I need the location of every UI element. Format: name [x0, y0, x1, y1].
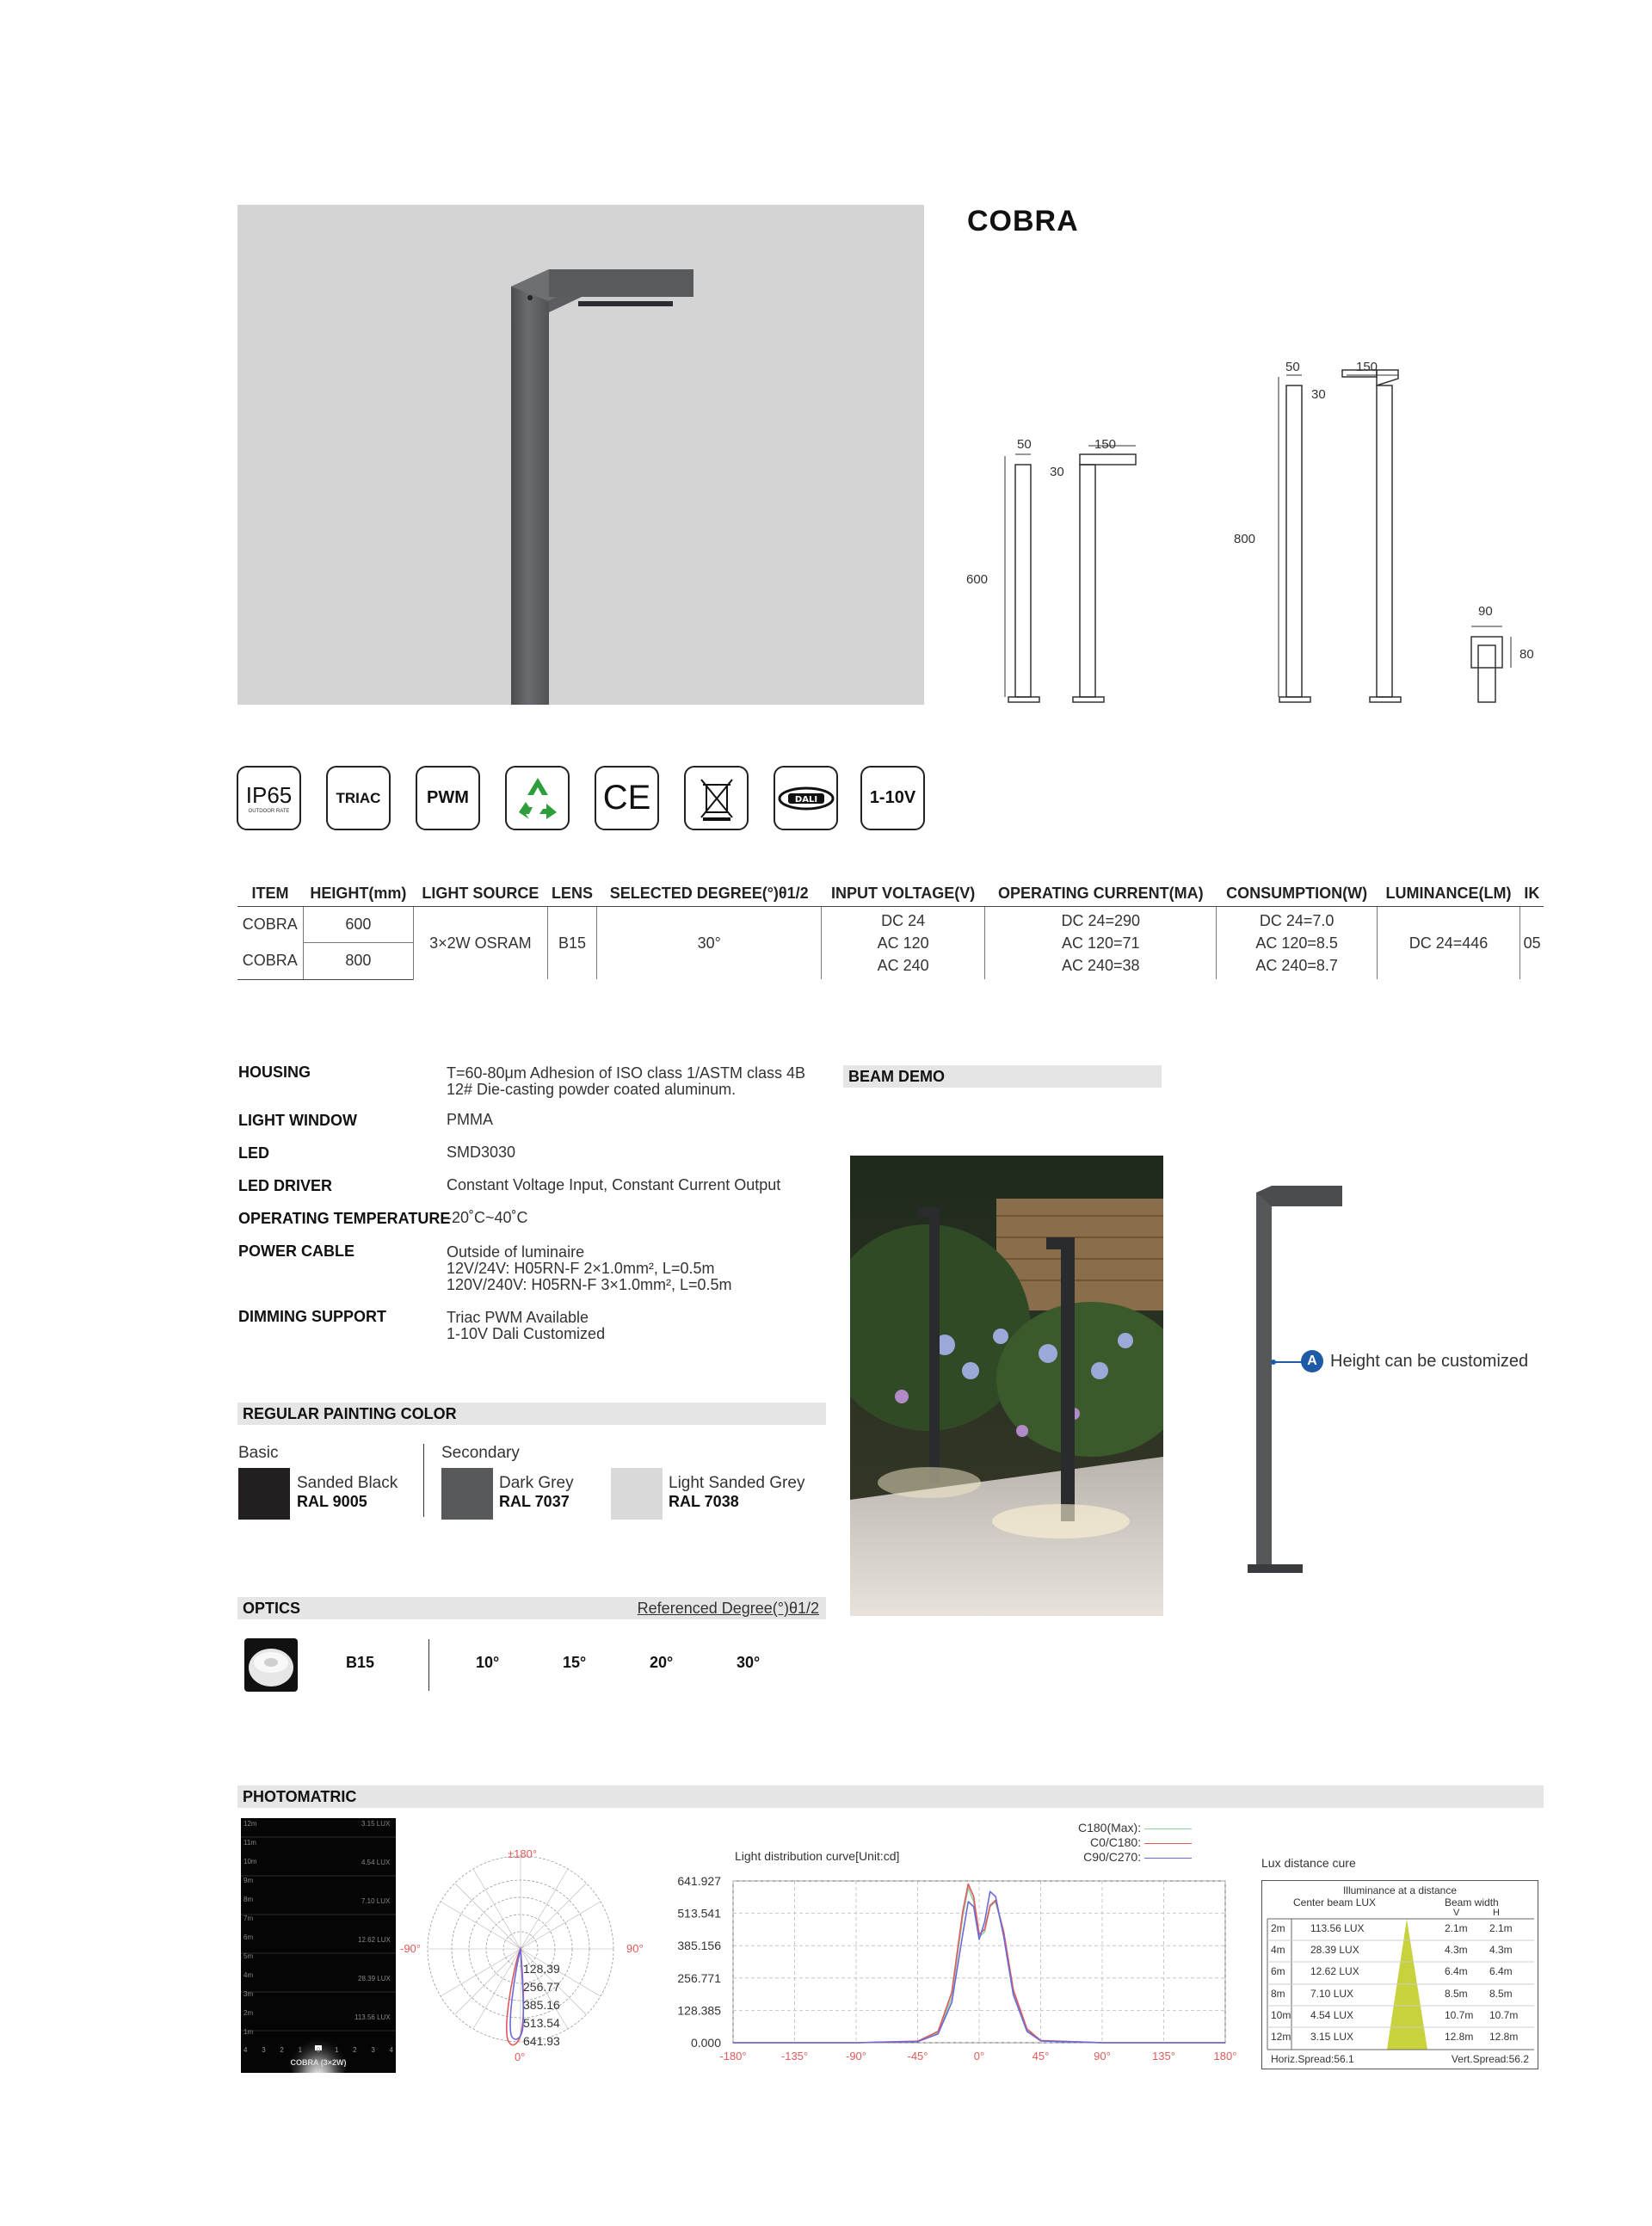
painting-header: REGULAR PAINTING COLOR [237, 1403, 826, 1425]
swatch-name: Sanded Black [297, 1474, 398, 1492]
lux-horiz: Horiz.Spread:56.1 [1271, 2053, 1354, 2065]
lux-cell-v: 2.1m [1445, 1922, 1468, 1934]
power-cable-value: Outside of luminaire 12V/24V: H05RN-F 2×1.0mm², L=0.5m 120V/240V: H05RN-F 3×1.0mm², L=0.5m [447, 1243, 732, 1293]
lux-cell-d: 6m [1271, 1965, 1285, 1977]
x-tick-label: 135° [1152, 2050, 1175, 2063]
col-luminance: LUMINANCE(LM) [1377, 881, 1519, 907]
polar-ring: 513.54 [523, 2016, 560, 2030]
dim-section-width: 90 [1478, 604, 1493, 619]
col-item: ITEM [237, 881, 303, 907]
lux-table [1261, 1880, 1538, 2069]
1-10v-icon: 1-10V [860, 766, 925, 830]
iso-row: 1m [243, 2028, 254, 2036]
x-tick-label: -45° [907, 2050, 928, 2063]
polar-ring: 128.39 [523, 1962, 560, 1976]
iso-caption: COBRA (3×2W) [290, 2058, 347, 2067]
lux-cell-lux: 113.56 LUX [1310, 1922, 1365, 1934]
legend-entry: C180(Max): [1077, 1821, 1142, 1834]
degree-option: 30° [737, 1654, 761, 1671]
col-current: OPERATING CURRENT(MA) [985, 881, 1217, 907]
lux-cell-h: 4.3m [1489, 1944, 1513, 1956]
degree-option: 20° [650, 1654, 674, 1671]
optics-header [237, 1597, 826, 1619]
lux-cell-h: 12.8m [1489, 2031, 1519, 2043]
led-driver-value: Constant Voltage Input, Constant Current Output [447, 1176, 781, 1193]
chart-legend [1054, 1821, 1192, 1865]
lux-col-v: V [1453, 1908, 1460, 1918]
swatch-dark-grey [441, 1468, 493, 1520]
lux-col-beam: Beam width [1445, 1896, 1499, 1908]
lux-vert: Vert.Spread:56.2 [1451, 2053, 1529, 2065]
lux-cell-d: 12m [1271, 2031, 1291, 2043]
cell-ik: 05 [1520, 907, 1544, 980]
col-consumption: CONSUMPTION(W) [1217, 881, 1377, 907]
dim-large-arm-width: 150 [1356, 360, 1378, 374]
iso-row: 12m [243, 1820, 257, 1828]
beam-demo-header: BEAM DEMO [843, 1065, 1162, 1088]
col-voltage: INPUT VOLTAGE(V) [822, 881, 985, 907]
dim-small-top-width: 50 [1017, 437, 1032, 452]
swatch-code: RAL 7037 [499, 1493, 570, 1510]
col-ik: IK [1520, 881, 1544, 907]
x-tick-label: -90° [846, 2050, 866, 2063]
lux-cell-d: 4m [1271, 1944, 1285, 1956]
polar-right-label: 90° [626, 1942, 644, 1955]
cell-item: COBRA [237, 943, 303, 979]
secondary-label: Secondary [441, 1444, 520, 1462]
recycle-icon [505, 766, 570, 830]
polar-ring: 641.93 [523, 2034, 560, 2048]
lux-cell-d: 10m [1271, 2009, 1291, 2021]
legend-entry: C90/C270: [1083, 1850, 1142, 1864]
dali-icon [774, 766, 838, 830]
dimming-label: DIMMING SUPPORT [238, 1308, 387, 1325]
light-distribution-chart [654, 1867, 1239, 2074]
ip65-icon: IP65 OUTDOOR RATE [237, 766, 301, 830]
power-cable-label: POWER CABLE [238, 1242, 354, 1260]
cell-current: DC 24=290 AC 120=71 AC 240=38 [985, 907, 1217, 980]
iso-row: 4m [243, 1971, 254, 1979]
swatch-light-sanded-grey [611, 1468, 663, 1520]
lens-thumbnail [244, 1638, 298, 1692]
lux-col-center: Center beam LUX [1293, 1896, 1377, 1908]
cell-voltage: DC 24 AC 120 AC 240 [822, 907, 985, 980]
lux-cell-lux: 12.62 LUX [1310, 1965, 1359, 1977]
polar-top-label: ±180° [508, 1847, 538, 1860]
y-tick-label: 641.927 [677, 1874, 721, 1888]
light-window-label: LIGHT WINDOW [238, 1112, 357, 1129]
dim-large-top-width: 50 [1285, 360, 1300, 374]
led-driver-label: LED DRIVER [238, 1177, 333, 1194]
cell-height: 600 [303, 907, 414, 943]
beam-demo-photo [850, 1156, 1163, 1616]
product-photo [237, 205, 924, 705]
iso-lux: 28.39 LUX [358, 1975, 391, 1982]
led-value: SMD3030 [447, 1144, 516, 1161]
swatch-name: Light Sanded Grey [669, 1474, 805, 1492]
optics-title: OPTICS [243, 1600, 301, 1617]
operating-temp-label: OPERATING TEMPERATURE [238, 1210, 451, 1227]
iso-row: 11m [243, 1839, 256, 1847]
led-label: LED [238, 1144, 269, 1162]
iso-row: 8m [243, 1896, 254, 1903]
iso-row: 5m [243, 1952, 254, 1960]
iso-lux: 7.10 LUX [361, 1897, 391, 1905]
lux-table-title: Lux distance cure [1261, 1856, 1356, 1870]
dim-large-height: 800 [1234, 532, 1256, 546]
divider [423, 1444, 424, 1517]
lux-cell-v: 12.8m [1445, 2031, 1474, 2043]
col-degree: SELECTED DEGREE(°)θ1/2 [597, 881, 822, 907]
divider [428, 1639, 429, 1691]
degree-option: 15° [563, 1654, 587, 1671]
y-tick-label: 128.385 [677, 2003, 721, 2018]
lux-cell-lux: 4.54 LUX [1310, 2009, 1354, 2021]
iso-row: 7m [243, 1915, 254, 1922]
basic-label: Basic [238, 1444, 279, 1462]
bollard-side-view [1230, 1186, 1351, 1582]
callout-note: Height can be customized [1330, 1352, 1529, 1371]
lux-cell-v: 4.3m [1445, 1944, 1468, 1956]
x-tick-label: 45° [1032, 2050, 1050, 2063]
pwm-icon: PWM [416, 766, 480, 830]
svg-text:DALI: DALI [794, 794, 817, 805]
polar-diagram [422, 1841, 620, 2056]
bollard-render [237, 205, 924, 705]
y-tick-label: 256.771 [677, 1970, 721, 1985]
weee-bin-icon [684, 766, 749, 830]
y-tick-label: 0.000 [690, 2036, 721, 2050]
y-tick-label: 385.156 [677, 1939, 721, 1953]
light-window-value: PMMA [447, 1111, 493, 1128]
cell-light-source: 3×2W OSRAM [414, 907, 547, 980]
iso-lux: 4.54 LUX [361, 1859, 391, 1866]
dim-small-arm-height: 30 [1050, 465, 1064, 479]
polar-ring: 385.16 [523, 1998, 560, 2012]
housing-value: T=60-80μm Adhesion of ISO class 1/ASTM class 4B 12# Die-casting powder coated aluminum. [447, 1064, 806, 1098]
lux-cell-v: 8.5m [1445, 1988, 1468, 2000]
lux-cell-d: 8m [1271, 1988, 1285, 2000]
dim-section-height: 80 [1519, 647, 1534, 662]
polar-left-label: -90° [400, 1942, 421, 1955]
lux-cell-h: 6.4m [1489, 1965, 1513, 1977]
callout-badge: A [1301, 1350, 1323, 1372]
col-lens: LENS [547, 881, 597, 907]
iso-row: 2m [243, 2009, 254, 2017]
iso-lux: 3.15 LUX [361, 1820, 391, 1828]
x-tick-label: 90° [1094, 2050, 1111, 2063]
iso-row: 10m [243, 1858, 257, 1865]
optics-lens: B15 [346, 1654, 375, 1671]
series-line [733, 1888, 1225, 2043]
x-tick-label: -180° [719, 2050, 747, 2063]
x-tick-label: -135° [780, 2050, 809, 2063]
lux-cell-v: 10.7m [1445, 2009, 1474, 2021]
cell-lens: B15 [547, 907, 597, 980]
ce-icon: CE [595, 766, 659, 830]
lux-cell-lux: 28.39 LUX [1310, 1944, 1359, 1956]
dimming-value: Triac PWM Available 1-10V Dali Customized [447, 1309, 606, 1342]
isolux-diagram [241, 1818, 396, 2073]
degree-option: 10° [476, 1654, 500, 1671]
swatch-name: Dark Grey [499, 1474, 574, 1492]
dimension-drawings [964, 353, 1566, 714]
iso-row: 6m [243, 1933, 254, 1941]
iso-xaxis: 4 3 2 1 0 1 2 3 4 [243, 2046, 393, 2054]
col-light-source: LIGHT SOURCE [414, 881, 547, 907]
lux-cell-lux: 7.10 LUX [1310, 1988, 1354, 2000]
dim-small-height: 600 [966, 572, 989, 587]
spec-header-row [237, 881, 1544, 907]
lux-col-h: H [1493, 1908, 1500, 1918]
polar-bottom-label: 0° [515, 2050, 526, 2063]
cell-consumption: DC 24=7.0 AC 120=8.5 AC 240=8.7 [1217, 907, 1377, 980]
product-title: COBRA [967, 205, 1079, 237]
x-tick-label: 180° [1213, 2050, 1237, 2063]
iso-lux: 113.56 LUX [354, 2013, 391, 2021]
chart-title: Light distribution curve[Unit:cd] [735, 1849, 900, 1863]
table-row [237, 907, 1544, 943]
cell-luminance: DC 24=446 [1377, 907, 1519, 980]
operating-temp-value: -20˚C~40˚C [447, 1209, 528, 1226]
dim-small-arm-width: 150 [1094, 437, 1117, 452]
lux-cell-lux: 3.15 LUX [1310, 2031, 1354, 2043]
lux-cell-h: 2.1m [1489, 1922, 1513, 1934]
dim-large-arm-height: 30 [1311, 387, 1326, 402]
cell-degree: 30° [597, 907, 822, 980]
swatch-code: RAL 9005 [297, 1493, 367, 1510]
iso-row: 3m [243, 1990, 254, 1998]
legend-entry: C0/C180: [1089, 1835, 1142, 1849]
lux-cell-d: 2m [1271, 1922, 1285, 1934]
housing-label: HOUSING [238, 1064, 311, 1081]
col-height: HEIGHT(mm) [303, 881, 414, 907]
swatch-sanded-black [238, 1468, 290, 1520]
iso-lux: 12.62 LUX [358, 1936, 391, 1944]
lux-cell-h: 8.5m [1489, 1988, 1513, 2000]
triac-icon: TRIAC [326, 766, 391, 830]
y-tick-label: 513.541 [677, 1906, 721, 1921]
iso-row: 9m [243, 1877, 254, 1884]
spec-table [237, 881, 1544, 980]
optics-ref: Referenced Degree(°)θ1/2 [637, 1600, 819, 1617]
polar-ring: 256.77 [523, 1980, 560, 1994]
swatch-code: RAL 7038 [669, 1493, 739, 1510]
cell-height: 800 [303, 943, 414, 979]
photometric-header: PHOTOMATRIC [237, 1785, 1544, 1808]
lux-cell-h: 10.7m [1489, 2009, 1519, 2021]
cell-item: COBRA [242, 916, 298, 934]
x-tick-label: 0° [973, 2050, 985, 2063]
lux-heading: Illuminance at a distance [1342, 1884, 1458, 1896]
lux-cell-v: 6.4m [1445, 1965, 1468, 1977]
